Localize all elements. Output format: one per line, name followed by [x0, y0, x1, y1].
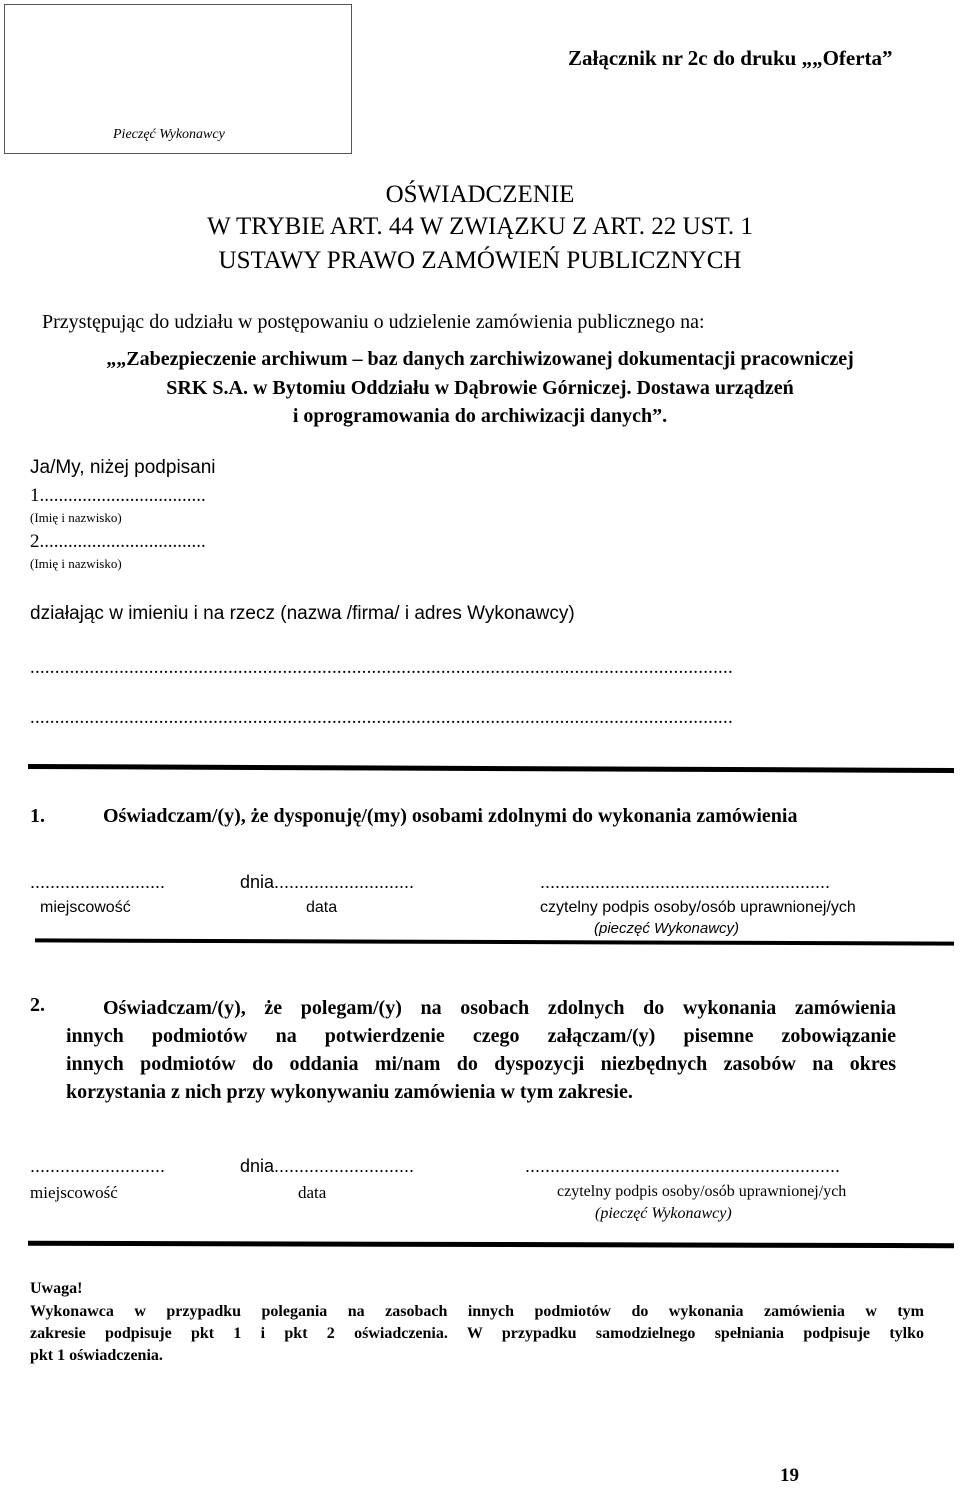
statement-2-signature-label: czytelny podpis osoby/osób uprawnionej/ych: [557, 1183, 847, 1200]
statement-2-place-field: ...........................: [30, 1156, 166, 1176]
divider-1: [28, 764, 954, 773]
document-subtitle-line1: W TRYBIE ART. 44 W ZWIĄZKU Z ART. 22 UST. 1: [207, 213, 753, 240]
signers-label: Ja/My, niżej podpisani: [30, 457, 216, 478]
signer-1-name-field: 1...................................: [30, 485, 206, 506]
note-line3: pkt 1 oświadczenia.: [30, 1347, 163, 1364]
statement-1-stamp-label: (pieczęć Wykonawcy): [594, 920, 740, 937]
acting-on-behalf-text: działając w imieniu i na rzecz (nazwa /firma/ i adres Wykonawcy): [30, 603, 575, 624]
statement-1-date-label: data: [306, 899, 338, 916]
note-line2: zakresie podpisuje pkt 1 i pkt 2 oświadczenia. W przypadku samodzielnego spełniania podpisuje tylko: [30, 1325, 924, 1342]
subject-line3: i oprogramowania do archiwizacji danych”.: [292, 405, 668, 427]
statement-2-signature-field: ...............................................................: [525, 1156, 841, 1176]
subject-line2: SRK S.A. w Bytomiu Oddziału w Dąbrowie Górniczej. Dostawa urządzeń: [166, 377, 794, 399]
statement-1-signature-field: ..........................................................: [540, 872, 831, 892]
document-subtitle-line2: USTAWY PRAWO ZAMÓWIEŃ PUBLICZNYCH: [218, 247, 742, 274]
document-title: OŚWIADCZENIE: [385, 181, 575, 208]
note-heading: Uwaga!: [30, 1280, 83, 1297]
statement-2-text: [66, 994, 896, 1106]
page-number: 19: [780, 1465, 799, 1486]
statement-2-place-label: miejscowość: [30, 1183, 118, 1202]
statement-2-line3: innych podmiotów do oddania mi/nam do dyspozycji niezbędnych zasobów na okres: [66, 1053, 896, 1075]
intro-text: Przystępując do udziału w postępowaniu o udzielenie zamówienia publicznego na:: [42, 311, 705, 333]
statement-2-line2: innych podmiotów na potwierdzenie czego załączam/(y) pisemne zobowiązanie: [66, 1025, 896, 1047]
statement-2-stamp-label: (pieczęć Wykonawcy): [595, 1205, 732, 1222]
note-line1: Wykonawca w przypadku polegania na zasobach innych podmiotów do wykonania zamówienia w tym: [30, 1303, 924, 1320]
statement-1-date-field: dnia............................: [240, 872, 415, 892]
statement-2-date-label: data: [298, 1183, 327, 1202]
statement-2-date-field: dnia............................: [240, 1156, 415, 1176]
contractor-address-line1: ..............................................................................................................................................: [30, 657, 733, 678]
divider-2: [35, 938, 954, 945]
subject-line1: „„Zabezpieczenie archiwum – baz danych zarchiwizowanej dokumentacji pracowniczej: [106, 348, 854, 370]
statement-1-signature-label: czytelny podpis osoby/osób uprawnionej/ych: [540, 899, 856, 916]
statement-2-line1: Oświadczam/(y), że polegam/(y) na osobach zdolnych do wykonania zamówienia: [103, 997, 896, 1019]
stamp-label: Pieczęć Wykonawcy: [113, 127, 225, 142]
contractor-address-line2: ..............................................................................................................................................: [30, 707, 733, 728]
statement-1-number: 1.: [30, 805, 45, 827]
signer-2-caption: (Imię i nazwisko): [30, 556, 122, 571]
statement-1-text: Oświadczam/(y), że dysponuję/(my) osobami zdolnymi do wykonania zamówienia: [103, 805, 798, 827]
annex-label: Załącznik nr 2c do druku „„Oferta”: [568, 46, 893, 70]
signer-1-caption: (Imię i nazwisko): [30, 510, 122, 525]
divider-3: [28, 1241, 954, 1248]
statement-1-place-field: ...........................: [30, 872, 166, 892]
statement-2-line4: korzystania z nich przy wykonywaniu zamówienia w tym zakresie.: [66, 1081, 633, 1103]
signer-2-name-field: 2...................................: [30, 531, 206, 552]
statement-1-place-label: miejscowość: [40, 899, 131, 916]
statement-2-number: 2.: [30, 994, 45, 1016]
